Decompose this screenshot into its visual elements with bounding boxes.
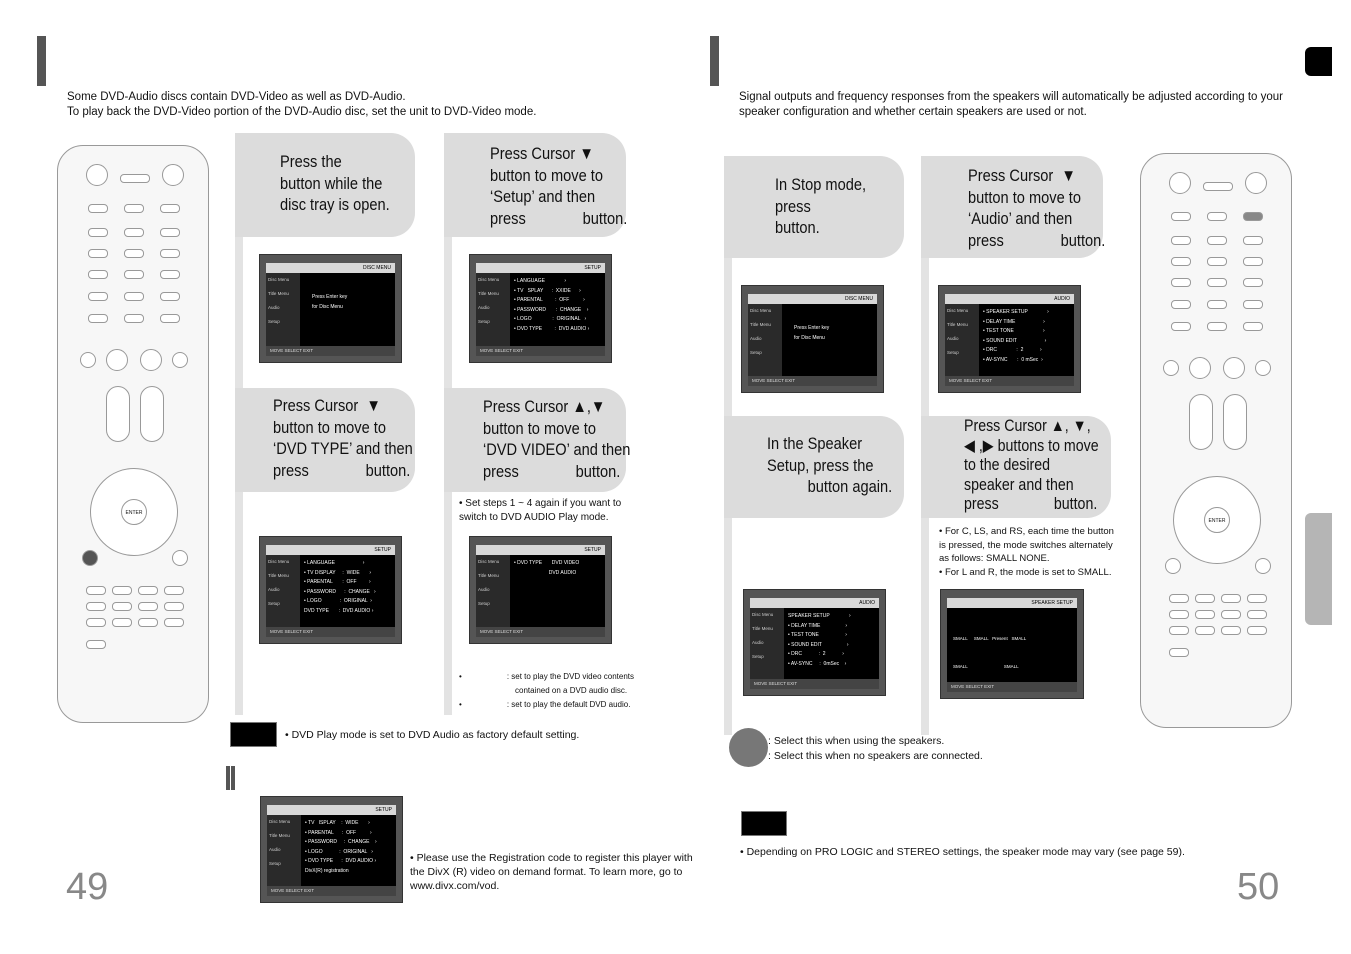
left-step-2 — [444, 133, 626, 237]
power-button-icon — [1169, 172, 1191, 194]
divx-section-bar — [226, 766, 230, 790]
left-remote-illustration — [57, 145, 209, 723]
left-screen-dvd-type: SETUP Disc Menu Title Menu Audio Setup • DVD TYPE DVD VIDEO DVD AUDIO MOVE SELECT EXIT — [469, 536, 612, 644]
left-screen-divx: SETUP Disc Menu Title Menu Audio Setup • TV ISPLAY : WIDE › • PARENTAL : OFF › • PASSWORD : CHANGE › • LOGO : ORIGINAL › • DVD TYPE : DVD AUDIO › DivX(R) registration MOVE SELECT EXIT — [260, 796, 403, 903]
right-remote-illustration — [1140, 153, 1292, 728]
right-step-4 — [921, 416, 1111, 518]
left-intro-line-2: To play back the DVD-Video portion of the DVD-Audio disc, set the unit to DVD-Video mode. — [67, 106, 537, 118]
tuning-control-icon — [140, 386, 164, 442]
factory-default-note: • DVD Play mode is set to DVD Audio as factory default setting. — [285, 729, 580, 741]
right-intro-line-1: Signal outputs and frequency responses from the speakers will automatically be adjusted according to your — [739, 91, 1283, 103]
left-step-2-text: Press Cursor ▼ button to move to ‘Setup’ and then press button. — [490, 144, 628, 228]
enter-button-icon: ENTER — [1204, 507, 1230, 533]
volume-control-icon — [1189, 394, 1213, 450]
left-screen-setup-1: SETUP Disc Menu Title Menu Audio Setup • LANGUAGE › • TV SPLAY : XXIDE › • PARENTAL : OFF › • PASSWORD : CHANGE › • LOGO : ORIGINAL › • DVD TYPE : DVD AUDIO › MOVE SELECT EXIT — [469, 254, 612, 363]
right-step-2-text: Press Cursor ▼ button to move to ‘Audio’ and then press button. — [968, 166, 1106, 250]
right-step-4-text: Press Cursor ▲, ▼, ◀ ,▶ buttons to move to the desired speaker and then press button. — [964, 417, 1099, 513]
right-intro — [739, 90, 1299, 120]
left-step-3 — [235, 388, 415, 492]
left-dvd-notes: • : set to play the DVD video contents contained on a DVD audio disc. • : set to play the default DVD audio. — [459, 672, 634, 709]
right-intro-line-2: speaker configuration and whether certain speakers are used or not. — [739, 106, 1087, 118]
enter-button-icon: ENTER — [121, 499, 147, 525]
left-screen-disc-menu: DISC MENU Disc Menu Title Menu Audio Setup Press Enter key for Disc Menu MOVE SELECT EXIT — [259, 254, 402, 363]
speaker-option-notes: : Select this when using the speakers. : Select this when no speakers are connected. — [768, 735, 983, 762]
right-screen-disc-menu: DISC MENU Disc Menu Title Menu Audio Setup Press Enter key for Disc Menu MOVE SELECT EXIT — [741, 285, 884, 393]
side-tab — [1305, 513, 1332, 625]
right-step-2 — [921, 156, 1106, 258]
right-step-3 — [724, 416, 904, 518]
open-close-button-icon — [162, 164, 184, 186]
note-badge — [230, 722, 277, 747]
right-note-badge — [741, 811, 787, 836]
left-screen-setup-2: SETUP Disc Menu Title Menu Audio Setup • LANGUAGE › • TV DISPLAY : WIDE › • PARENTAL : OFF › • PASSWORD : CHANGE › • LOGO : ORIGINAL › DVD TYPE : DVD AUDIO › MOVE SELECT EXIT — [259, 536, 402, 644]
right-screen-speaker-setup: SPEAKER SETUP SMALL SMALL Present SMALL SMALL SMALL MOVE SELECT EXIT — [940, 589, 1084, 699]
left-step-3-text: Press Cursor ▼ button to move to ‘DVD TYPE’ and then press button. — [273, 396, 413, 480]
open-close-button-icon — [1245, 172, 1267, 194]
return-button-icon — [1165, 558, 1181, 574]
left-step-1 — [235, 133, 415, 237]
return-button-icon — [82, 550, 98, 566]
right-step-1-text: In Stop mode, press button. — [775, 175, 867, 237]
right-step-1 — [724, 156, 904, 258]
left-page-number: 49 — [66, 866, 109, 908]
tuning-control-icon — [1223, 394, 1247, 450]
volume-control-icon — [106, 386, 130, 442]
right-page-number: 50 — [1237, 866, 1280, 908]
left-step4-note: • Set steps 1 ~ 4 again if you want to switch to DVD AUDIO Play mode. — [459, 498, 622, 523]
screen-tab-label: DISC MENU — [362, 265, 391, 271]
left-step-1-text: Press the button while the disc tray is open. — [280, 152, 390, 214]
left-intro-line-1: Some DVD-Audio discs contain DVD-Video as well as DVD-Audio. — [67, 91, 406, 103]
left-title-bar — [37, 36, 46, 86]
speaker-mode-note: • Depending on PRO LOGIC and STEREO settings, the speaker mode may vary (see page 59). — [740, 846, 1185, 858]
right-step-3-text: In the Speaker Setup, press the button again. — [767, 434, 893, 496]
note-circle-icon — [729, 728, 768, 767]
power-button-icon — [86, 164, 108, 186]
left-step-4-text: Press Cursor ▲,▼ button to move to ‘DVD VIDEO’ and then press button. — [483, 397, 631, 481]
chapter-tab — [1305, 47, 1332, 76]
right-screen-audio-1: AUDIO Disc Menu Title Menu Audio Setup • SPEAKER SETUP › • DELAY TIME › • TEST TONE › • SOUND EDIT › • DRC : 2 › • AV-SYNC : 0 mSec › MOVE SELECT EXIT — [938, 285, 1081, 393]
right-screen-audio-2: AUDIO Disc Menu Title Menu Audio Setup SPEAKER SETUP › • DELAY TIME › • TEST TONE › • SOUND EDIT › • DRC : 2 › • AV-SYNC : 0mSec › MOVE SELECT EXIT — [743, 589, 886, 696]
right-title-bar — [710, 36, 719, 86]
left-step-4 — [444, 388, 631, 492]
left-intro — [67, 90, 667, 120]
divx-registration-note: • Please use the Registration code to register this player with the DivX (R) video on demand format. To learn more, go to www.divx.com/vod. — [410, 852, 693, 892]
screen-body: Press Enter key for Disc Menu — [312, 294, 348, 310]
right-step4-notes: • For C, LS, and RS, each time the button is pressed, the mode switches alternately as follows: SMALL NONE. • For L and R, the mode is set to SMALL. — [939, 526, 1114, 578]
